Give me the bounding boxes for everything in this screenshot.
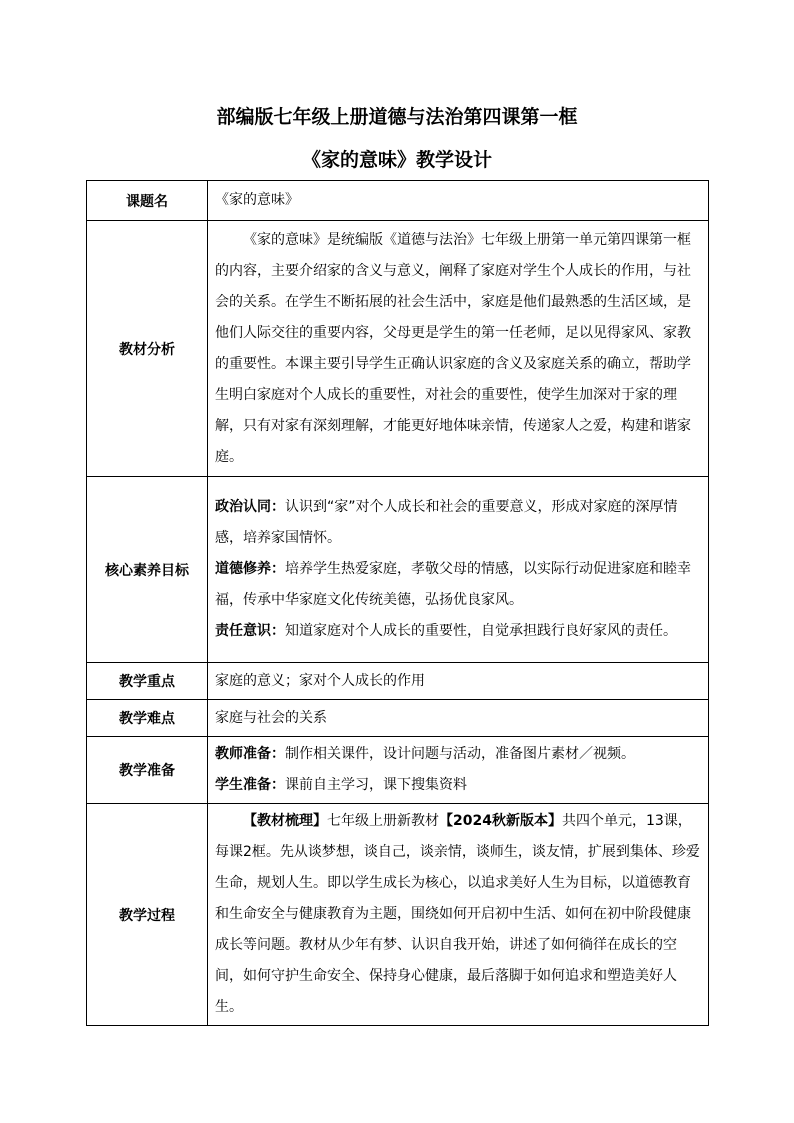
goal-lead: 道德修养 [215,561,271,577]
label-preparation: 教学准备 [87,737,208,804]
label-goals: 核心素养目标 [87,477,208,663]
row-analysis [87,221,709,477]
row-process [87,804,709,1026]
lesson-plan-table [86,180,709,1026]
label-analysis: 教材分析 [87,221,208,477]
analysis-text: 《家的意味》是统编版《道德与法治》七年级上册第一单元第四课第一框的内容，主要介绍家的含义与意义，阐释了家庭对学生个人成长的作用，与社会的关系。在学生不断拓展的社会生活中，家庭是他们最熟悉的生活区域，是他们人际交往的重要内容，父母更是学生的第一任老师，足以见得家风、家教的重要性。本课主要引导学生正确认识家庭的含义及家庭关系的确立，帮助学生明白家庭对个人成长的重要性，对社会的重要性，使学生加深对于家的理解，只有对家有深刻理解，才能更好地体味亲情，传递家人之爱，构建和谐家庭。 [215,231,691,465]
label-topic: 课题名 [87,181,208,221]
label-key-points: 教学重点 [87,663,208,700]
row-goals [87,477,709,663]
value-process [208,804,709,1026]
document-title-line2: 《家的意味》教学设计 [301,149,492,171]
process-text-2: 共四个单元，13课， 每课2框。先从谈梦想，谈自己，谈亲情，谈师生，谈友情，扩展到集体、珍爱生命，规划人生。即以学生成长为核心，以追求美好人生为目标，以道德教育和生命安全与健康教育为主题，围绕如何开启初中生活、如何在初中阶段健康成长等问题。教材从少年有梦、认识自我开始，讲述了如何徜徉在成长的空间，如何守护生命安全、保持身心健康，最后落脚于如何追求和塑造美好人生。 [215,813,700,1015]
row-key-points [87,663,709,700]
document-title-line1: 部编版七年级上册道德与法治第四课第一框 [216,106,578,128]
goal-text: 知道家庭对个人成长的重要性，自觉承担践行良好家风的责任。 [285,623,677,639]
process-bracket-2: 【2024秋新版本】 [439,813,562,829]
row-difficulties [87,700,709,737]
prep-item: 学生准备：课前自主学习，课下搜集资料 [215,777,467,793]
goal-item: 政治认同：认识到“家”对个人成长和社会的重要意义，形成对家庭的深厚情感，培养家国情怀。 [215,499,678,546]
goal-lead: 政治认同 [215,499,271,515]
process-text-1: 七年级上册新教材 [327,813,439,829]
process-text [215,806,702,1023]
goal-text: 认识到“家”对个人成长和社会的重要意义，形成对家庭的深厚情感，培养家国情怀。 [215,499,678,546]
prep-text: 制作相关课件，设计问题与活动，准备图片素材／视频。 [285,746,635,762]
value-difficulties: 家庭与社会的关系 [208,700,709,737]
value-topic: 《家的意味》 [208,181,709,221]
goal-item: 道德修养：培养学生热爱家庭，孝敬父母的情感，以实际行动促进家庭和睦幸福，传承中华家庭文化传统美德，弘扬优良家风。 [215,561,691,608]
value-key-points: 家庭的意义；家对个人成长的作用 [208,663,709,700]
label-difficulties: 教学难点 [87,700,208,737]
row-preparation [87,737,709,804]
prep-lead: 教师准备 [215,746,271,762]
prep-item: 教师准备：制作相关课件，设计问题与活动，准备图片素材／视频。 [215,746,635,762]
value-preparation [208,737,709,804]
row-topic [87,181,709,221]
value-analysis [208,221,709,477]
prep-lead: 学生准备 [215,777,271,793]
label-process: 教学过程 [87,804,208,1026]
process-bracket-1: 【教材梳理】 [243,813,327,829]
prep-text: 课前自主学习，课下搜集资料 [285,777,467,793]
goal-text: 培养学生热爱家庭，孝敬父母的情感，以实际行动促进家庭和睦幸福，传承中华家庭文化传统美德，弘扬优良家风。 [215,561,691,608]
value-goals [208,477,709,663]
goal-item: 责任意识：知道家庭对个人成长的重要性，自觉承担践行良好家风的责任。 [215,623,677,639]
goal-lead: 责任意识 [215,623,271,639]
